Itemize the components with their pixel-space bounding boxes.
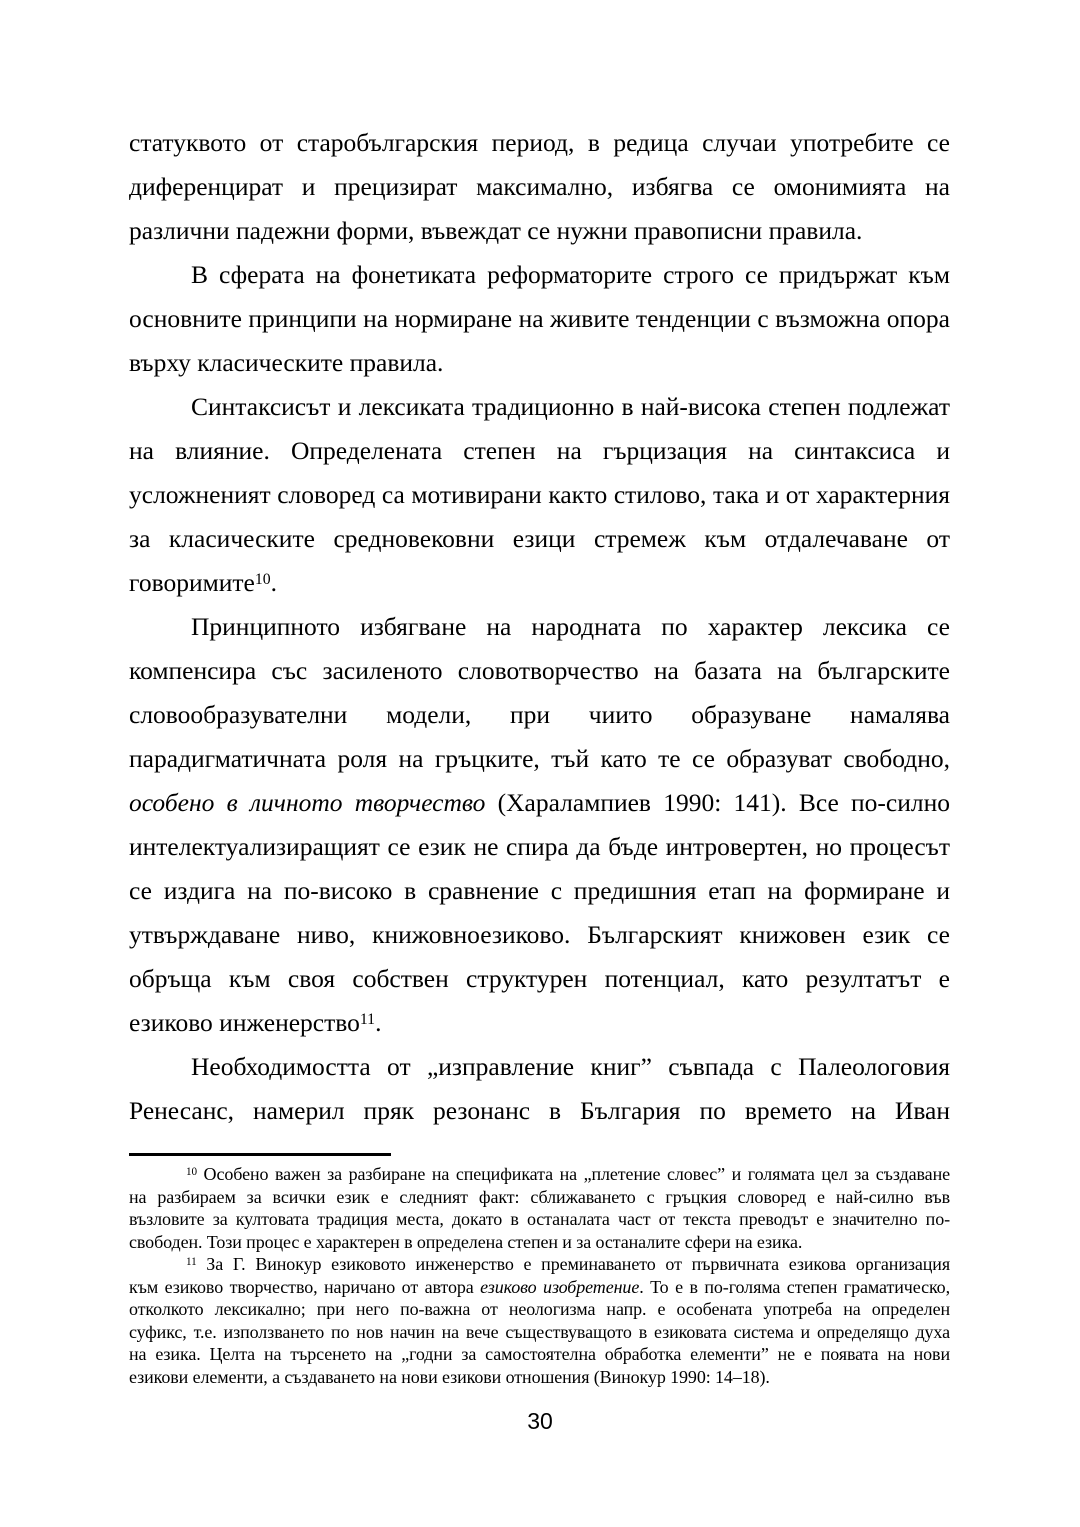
footnote-marker: 11 [186, 1255, 197, 1268]
text-line [129, 1253, 950, 1276]
text-line [129, 1298, 950, 1321]
text-line [129, 561, 950, 605]
text-run: диференцират и прецизират максимално, избягва се омонимията на [129, 172, 950, 201]
text-line [129, 253, 950, 297]
text-run: усложненият словоред са мотивирани както стилово, така и от характерния [129, 480, 950, 509]
page-number: 30 [527, 1408, 553, 1434]
text-run: утвърждаване ниво, книжовноезиково. Българският книжовен език се [129, 920, 950, 949]
body-text [129, 121, 950, 1133]
text-run: езиково инженерство [129, 1008, 360, 1037]
text-run: . То е в по-голяма степен граматическо, [639, 1276, 950, 1297]
text-run: особено в личното творчество [129, 788, 486, 817]
text-line [129, 1231, 950, 1254]
text-line [129, 1001, 950, 1045]
text-line [129, 1276, 950, 1299]
text-line [129, 869, 950, 913]
text-line [129, 165, 950, 209]
text-run: различни падежни форми, въвеждат се нужни правописни правила. [129, 216, 863, 245]
text-line [129, 1045, 950, 1089]
text-line [129, 825, 950, 869]
text-run: езиково изобретение [480, 1276, 640, 1297]
text-line [129, 1186, 950, 1209]
text-line [129, 737, 950, 781]
text-run: върху класическите правила. [129, 348, 444, 377]
text-run: интелектуализиращият се език не спира да бъде интровертен, но процесът [129, 832, 950, 861]
text-line [129, 209, 950, 253]
text-run: парадигматичната роля на гръцките, тъй като те се образуват свободно, [129, 744, 950, 773]
text-line [129, 1163, 950, 1186]
footnote-marker: 10 [186, 1165, 197, 1178]
text-line [129, 1321, 950, 1344]
text-line [129, 429, 950, 473]
text-run: Ренесанс, намерил пряк резонанс в България по времето на Иван [129, 1096, 950, 1125]
footnote-section [129, 1163, 950, 1388]
text-run: отколкото лексикално; при него по-важна от неологизма напр. е особената употреба на определен [129, 1299, 950, 1319]
text-run: компенсира със засиленото словотворчество на базата на българските [129, 656, 950, 685]
footnote-separator [129, 1153, 391, 1156]
text-run: За Г. Винокур езиковото инженерство е преминаването от първичната езикова организация [196, 1254, 950, 1274]
text-line [129, 957, 950, 1001]
text-run: обръща към своя собствен структурен потенциал, като резултатът е [129, 964, 950, 993]
text-line [129, 605, 950, 649]
text-run: суфикс, т.е. използването по нов начин на вече съществуващото в езиковата система и определящо духа [129, 1321, 950, 1342]
text-run: на влияние. Определената степен на гърцизация на синтаксиса и [129, 436, 950, 465]
text-line [129, 1089, 950, 1133]
text-run: статуквото от старобългарския период, в редица случаи употребите се [129, 128, 950, 157]
text-run: Необходимостта от „изправление книг” съвпада с Палеологовия [191, 1052, 950, 1081]
text-line [129, 693, 950, 737]
text-line [129, 297, 950, 341]
text-line [129, 913, 950, 957]
text-run: . [270, 568, 278, 597]
text-run: се издига на по-високо в сравнение с предишния етап на формиране и [129, 876, 950, 905]
text-line [129, 341, 950, 385]
text-run: свободен. Този процес е характерен в определена степен и за останалите сфери на езика. [129, 1231, 803, 1252]
text-run: . [375, 1008, 382, 1037]
footnote-marker: 10 [254, 570, 271, 588]
text-line [129, 1343, 950, 1366]
text-run: към езиково творчество, наричано от автора [129, 1276, 481, 1297]
text-line [129, 781, 950, 825]
text-line [129, 517, 950, 561]
text-line [129, 385, 950, 429]
text-run: възловите за култовата традиция места, докато в останалата част от текста преводът е значително по- [129, 1209, 950, 1229]
footnote-marker: 11 [359, 1010, 376, 1028]
text-line [129, 473, 950, 517]
text-line [129, 1208, 950, 1231]
text-run: на езика. Целта на търсенето на „годни за самостоятелна обработка елементи” не е появата на нови [129, 1344, 950, 1364]
text-run: Особено важен за разбиране на спецификата на „плетение словес” и голямата цел за създаване [196, 1164, 950, 1184]
text-run: за класическите средновековни езици стремеж към отдалечаване от [129, 524, 950, 553]
text-line [129, 1366, 950, 1389]
text-line [129, 121, 950, 165]
text-run: словообразувателни модели, при чиито образуване намалява [129, 700, 950, 729]
text-run: говоримите [129, 568, 255, 597]
text-run: (Харалампиев 1990: 141). Все по-силно [485, 788, 950, 817]
text-run: на разбираем за всички език е следният факт: сближаването с гръцкия словоред е най-силно във [129, 1186, 950, 1207]
text-run: основните принципи на нормиране на живите тенденции с възможна опора [129, 304, 950, 333]
text-line [129, 649, 950, 693]
text-run: Синтаксисът и лексиката традиционно в най-висока степен подлежат [191, 392, 950, 421]
text-run: Принципното избягване на народната по характер лексика се [191, 612, 950, 641]
text-run: В сферата на фонетиката реформаторите строго се придържат към [191, 260, 950, 289]
text-run: езикови елементи, а създаването на нови езикови отношения (Винокур 1990: 14–18). [129, 1366, 770, 1387]
